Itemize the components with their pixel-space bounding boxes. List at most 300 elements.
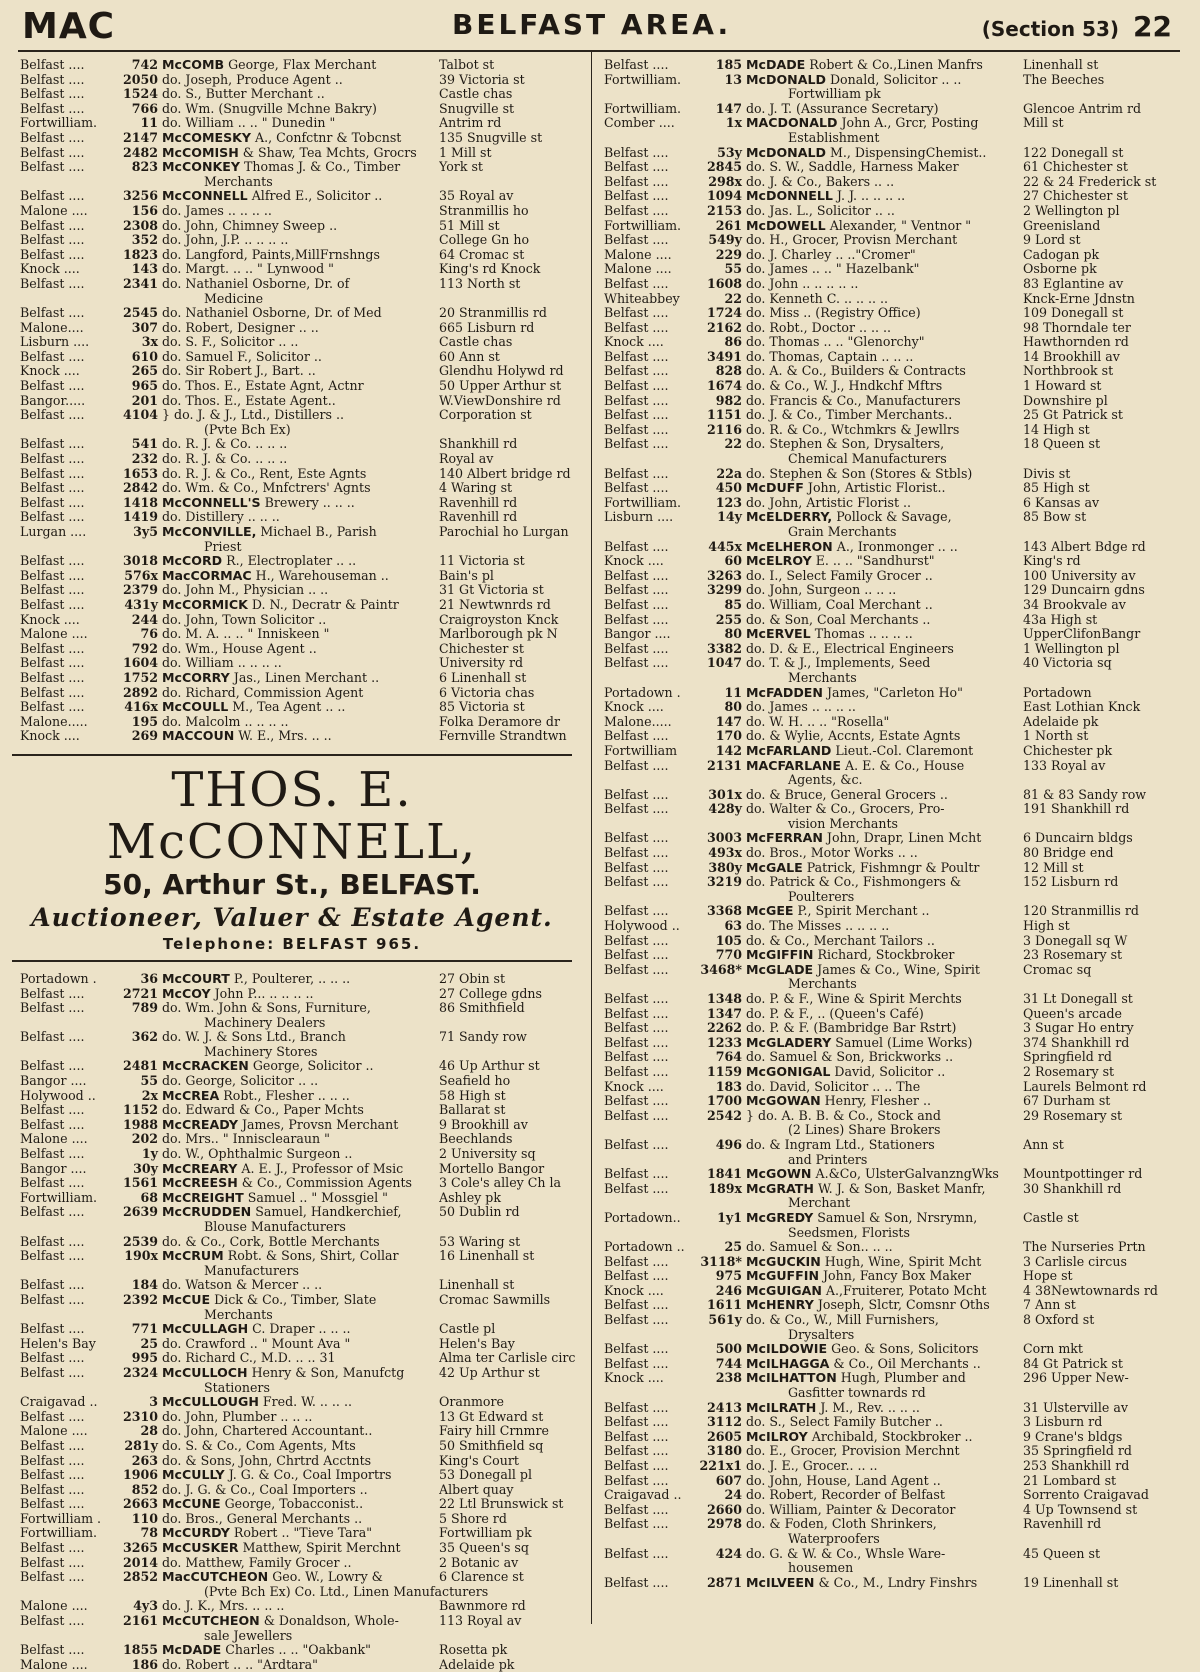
entry-name (746, 540, 1023, 555)
listing-entry (20, 987, 592, 1002)
entry-number: 1094 (706, 188, 742, 204)
listing-entry (604, 1371, 1176, 1386)
entry-address: 85 Bow st (1023, 510, 1087, 525)
entry-name (162, 1176, 439, 1191)
entry-address: 6 Clarence st (439, 1570, 524, 1585)
entry-name (162, 729, 439, 744)
entry-place: Bangor..... (20, 393, 86, 408)
entry-detail: do. John, House, Land Agent .. (746, 1473, 941, 1488)
listing-entry (20, 1658, 592, 1672)
listing-entry (20, 627, 592, 642)
entry-continuation: and Printers (788, 1151, 868, 1167)
entry-number: 11 (724, 684, 742, 700)
entry-name (746, 1488, 1023, 1503)
entry-address: 14 High st (1023, 422, 1090, 437)
entry-detail: do. Watson & Mercer .. .. (162, 1278, 323, 1293)
entry-address: 45 Queen st (1023, 1546, 1101, 1561)
entry-place: Belfast .... (604, 1313, 669, 1328)
entry-detail: M., Tea Agent .. .. (228, 700, 346, 715)
entry-detail: Thomas .. .. .. .. (810, 627, 913, 642)
entry-place: Malone .... (20, 203, 88, 218)
entry-detail: do. R. J. & Co., Rent, Este Agnts (162, 466, 367, 481)
listing-entry (604, 540, 1176, 555)
entry-number: 1348 (706, 991, 742, 1006)
entry-name (162, 1249, 439, 1264)
entry-detail: do. James .. .. .. .. (162, 203, 272, 218)
listing-entry (604, 1474, 1176, 1489)
entry-place: Belfast .... (604, 787, 669, 802)
entry-address: Linenhall st (1023, 58, 1099, 72)
entry-address: 71 Sandy row (439, 1030, 527, 1045)
entry-number: 2539 (122, 1233, 158, 1249)
entry-address: 152 Lisburn rd (1023, 875, 1119, 890)
entry-number: 183 (715, 1078, 742, 1094)
entry-detail: do. William, Coal Merchant .. (746, 597, 933, 612)
entry-place: Belfast .... (20, 72, 85, 87)
entry-address: Albert quay (439, 1482, 514, 1497)
entry-place: Comber .... (604, 116, 675, 131)
entry-number: 53y (717, 144, 742, 160)
entry-detail: do. Robt., Doctor .. .. .. (746, 320, 892, 335)
entry-place: Belfast .... (20, 233, 85, 248)
listing-entry (604, 175, 1176, 190)
entry-name (162, 394, 439, 409)
entry-name (746, 437, 1023, 452)
entry-address: 2 Botanic av (439, 1555, 519, 1570)
entry-name (746, 1080, 1023, 1095)
entry-address: 43a High st (1023, 612, 1098, 627)
entry-name (162, 1030, 439, 1045)
entry-number: 1653 (122, 465, 158, 481)
entry-continuation: Waterproofers (788, 1530, 880, 1546)
entry-number: 789 (131, 1000, 158, 1016)
entry-name (162, 1556, 439, 1571)
listing-entry (20, 1643, 592, 1658)
entry-detail: Robert & Co.,Linen Manfrs (805, 58, 983, 72)
listing-entry (20, 729, 592, 744)
listing-entry (20, 1235, 592, 1250)
listing-entry (604, 642, 1176, 657)
entry-name (162, 496, 439, 511)
entry-place: Belfast .... (20, 306, 85, 321)
entry-continuation: Machinery Stores (204, 1043, 318, 1059)
entry-name (162, 972, 439, 987)
entry-number: 2660 (706, 1501, 742, 1517)
entry-address: Mountpottinger rd (1023, 1167, 1143, 1182)
listing-entry (20, 102, 592, 117)
entry-surname: McDADE (746, 58, 806, 72)
entry-detail: do. John, Chimney Sweep .. (162, 218, 338, 233)
entry-place: Belfast .... (604, 1021, 669, 1036)
entry-name (746, 1255, 1023, 1270)
entry-detail: do. P. & F. (Bambridge Bar Rstrt) (746, 1021, 957, 1036)
entry-address: 8 Oxford st (1023, 1313, 1095, 1328)
entry-number: 2014 (122, 1554, 158, 1570)
listing-entry (20, 1103, 592, 1118)
entry-address: 296 Upper New- (1023, 1371, 1129, 1386)
entry-name (746, 73, 1023, 88)
entry-place: Malone .... (20, 627, 88, 642)
entry-surname: McELDERRY, (746, 510, 833, 525)
entry-place: Belfast .... (604, 933, 669, 948)
entry-number: 201 (131, 392, 158, 408)
listing-entry (20, 481, 592, 496)
entry-number: 143 (131, 261, 158, 277)
entry-number: 2153 (706, 202, 742, 218)
entry-place: Belfast .... (604, 1459, 669, 1473)
entry-name (746, 1094, 1023, 1109)
entry-number: 1855 (122, 1642, 158, 1658)
entry-number: 1151 (706, 407, 742, 423)
entry-detail: George, Flax Merchant (224, 58, 377, 72)
entry-detail: Charles .. .. "Oakbank" (221, 1643, 371, 1658)
entry-address: Marlborough pk N (439, 627, 558, 642)
entry-surname: McCOULL (162, 700, 229, 715)
listing-entry (604, 656, 1176, 671)
entry-detail: D. N., Decratr & Paintr (247, 597, 399, 612)
entry-detail: R., Electroplater .. .. (222, 554, 357, 569)
entry-detail: do. Edward & Co., Paper Mchts (162, 1103, 364, 1118)
entry-name (162, 321, 439, 336)
entry-place: Belfast .... (20, 1176, 85, 1191)
entry-detail: do. H., Grocer, Provisn Merchant (746, 233, 958, 248)
entry-surname: McGREDY (746, 1210, 814, 1225)
entry-detail: J. M., Rev. .. .. .. (816, 1400, 920, 1415)
listing-entry (604, 219, 1176, 234)
entry-address: 18 Queen st (1023, 437, 1101, 452)
entry-place: Belfast .... (20, 1482, 85, 1497)
listing-entry (604, 831, 1176, 846)
entry-address: Rosetta pk (439, 1643, 508, 1658)
entry-place: Belfast .... (604, 1006, 669, 1021)
entry-name (162, 335, 439, 350)
entry-address: 100 University av (1023, 568, 1136, 583)
entry-place: Belfast .... (604, 612, 669, 627)
entry-detail: Alfred E., Solicitor .. (247, 189, 383, 204)
entry-place: Belfast .... (604, 1269, 669, 1284)
entry-number: 142 (715, 742, 742, 758)
listing-entry (20, 642, 592, 657)
entry-address: Springfield rd (1023, 1050, 1112, 1065)
listing-entry (20, 1162, 592, 1177)
listing-entry (20, 1468, 592, 1483)
entry-name (746, 467, 1023, 482)
entry-address: 67 Durham st (1023, 1094, 1111, 1109)
entry-place: Belfast .... (20, 160, 85, 175)
entry-name (162, 248, 439, 263)
listing-entry (20, 1147, 592, 1162)
entry-place: Belfast .... (20, 247, 85, 262)
entry-address: Hawthornden rd (1023, 335, 1129, 350)
entry-number: 771 (131, 1321, 158, 1337)
entry-number: 24 (724, 1487, 742, 1503)
entry-address: 35 Queen's sq (439, 1541, 529, 1556)
listing-entry (604, 700, 1176, 715)
entry-address: 25 Gt Patrick st (1023, 408, 1123, 423)
entry-address: Corn mkt (1023, 1342, 1083, 1357)
entry-surname: MACFARLANE (746, 758, 842, 773)
entry-detail: do. George, Solicitor .. .. (162, 1074, 319, 1089)
entry-name (162, 1570, 439, 1585)
entry-surname: McCREADY (162, 1117, 238, 1132)
header-rule (18, 50, 1180, 52)
entry-place: Belfast .... (604, 437, 669, 452)
listing-entry (20, 1395, 592, 1410)
listing-entry (604, 1547, 1176, 1562)
entry-address: 3 Lisburn rd (1023, 1415, 1103, 1430)
entry-address: Parochial ho Lurgan (439, 525, 569, 539)
entry-number: 78 (140, 1525, 158, 1541)
entry-place: Belfast .... (20, 1292, 85, 1307)
entry-surname: McDUFF (746, 481, 804, 496)
listing-entry (20, 1118, 592, 1133)
header-title: BELFAST AREA. (452, 8, 732, 41)
entry-continuation: Grain Merchants (788, 524, 897, 539)
entry-detail: do. J. G. & Co., Coal Importers .. (162, 1482, 368, 1497)
entry-detail: Samuel (Lime Works) (831, 1035, 973, 1050)
listing-entry (20, 569, 592, 584)
listing-entry (20, 189, 592, 204)
entry-address: 9 Crane's bldgs (1023, 1429, 1123, 1444)
entry-name (746, 1430, 1023, 1445)
listing-entry (20, 379, 592, 394)
entry-address: 5 Shore rd (439, 1511, 507, 1526)
entry-place: Knock .... (20, 729, 80, 744)
entry-address: 143 Albert Bdge rd (1023, 539, 1146, 554)
section-label: (Section 53) (981, 17, 1120, 41)
entry-address: Hope st (1023, 1269, 1073, 1284)
entry-address: 4 Up Townsend st (1023, 1502, 1138, 1517)
entry-detail: David, Solicitor .. (830, 1064, 946, 1079)
entry-name (162, 656, 439, 671)
entry-place: Belfast .... (604, 802, 669, 817)
left-column (20, 58, 592, 1672)
entry-address: The Beeches (1023, 72, 1105, 87)
entry-address: Stranmillis ho (439, 203, 529, 218)
entry-address: Laurels Belmont rd (1023, 1079, 1147, 1094)
entry-number: 1752 (122, 669, 158, 685)
entry-place: Belfast .... (604, 1356, 669, 1371)
entry-name (162, 379, 439, 394)
entry-detail: do. Sir Robert J., Bart. .. (162, 364, 316, 379)
entry-number: 60 (724, 553, 742, 569)
entry-number: 281y (124, 1437, 158, 1453)
entry-detail: do. Wm. & Co., Mnfctrers' Agnts (162, 481, 371, 496)
entry-address: 98 Thorndale ter (1023, 320, 1131, 335)
entry-number: 2162 (706, 319, 742, 335)
entry-detail: do. John, Surgeon .. .. .. (746, 583, 897, 598)
entry-name (162, 58, 439, 73)
entry-name (162, 671, 439, 686)
entry-detail: do. Samuel F., Solicitor .. (162, 349, 322, 364)
entry-place: Fortwilliam. (604, 495, 682, 510)
entry-detail: do. Wm., House Agent .. (162, 641, 317, 656)
entry-address: 39 Victoria st (439, 72, 525, 87)
header-left: MAC (22, 6, 116, 47)
entry-detail: do. S. & Co., Com Agents, Mts (162, 1438, 356, 1453)
entry-number: 2481 (122, 1058, 158, 1074)
entry-name (162, 715, 439, 730)
entry-number: 2639 (122, 1204, 158, 1220)
entry-place: Belfast .... (20, 408, 85, 423)
entry-place: Belfast .... (604, 189, 669, 204)
listing-entry (604, 569, 1176, 584)
entry-place: Belfast .... (604, 203, 669, 218)
entry-detail: do. Wm. John & Sons, Furniture, (162, 1001, 371, 1016)
entry-place: Belfast .... (20, 1103, 85, 1118)
entry-place: Belfast .... (604, 1546, 669, 1561)
entry-detail: do. Richard C., M.D. .. .. 31 (162, 1351, 336, 1366)
entry-name (162, 189, 439, 204)
entry-detail: Samuel, Handkerchief, (251, 1205, 402, 1220)
entry-address: 16 Linenhall st (439, 1249, 535, 1264)
entry-detail: & Donaldson, Whole- (259, 1614, 399, 1629)
entry-place: Belfast .... (20, 510, 85, 525)
listing-entry (604, 1517, 1176, 1532)
entry-name (162, 437, 439, 452)
listing-entry (604, 1036, 1176, 1051)
entry-address: 53 Waring st (439, 1234, 521, 1249)
entry-number: 2341 (122, 275, 158, 291)
entry-place: Belfast .... (20, 466, 85, 481)
entry-detail: do. & Co., Cork, Bottle Merchants (162, 1234, 380, 1249)
entry-name (746, 613, 1023, 628)
entry-number: 1611 (706, 1297, 742, 1313)
entry-number: 2310 (122, 1408, 158, 1424)
entry-place: Knock .... (604, 554, 664, 569)
entry-address: 85 High st (1023, 481, 1090, 496)
entry-detail: Robt., Flesher .. .. .. (219, 1088, 350, 1103)
entry-place: Belfast .... (604, 1050, 669, 1065)
entry-number: 362 (131, 1029, 158, 1045)
entry-detail: do. Robert, Designer .. .. (162, 320, 319, 335)
listing-entry (604, 1255, 1176, 1270)
entry-address: York st (439, 160, 483, 175)
entry-address: 31 Gt Victoria st (439, 583, 544, 598)
entry-address: Talbot st (439, 58, 495, 72)
entry-detail: J. J. .. .. .. .. (832, 189, 906, 204)
entry-number: 2147 (122, 129, 158, 145)
entry-address: 12 Mill st (1023, 860, 1084, 875)
entry-address: Beechlands (439, 1132, 513, 1147)
entry-place: Belfast .... (20, 1365, 85, 1380)
entry-place: Belfast .... (604, 364, 669, 379)
entry-name (746, 262, 1023, 277)
listing-entry (604, 992, 1176, 1007)
advert-telephone: Telephone: BELFAST 965. (162, 934, 422, 953)
entry-number: 766 (131, 100, 158, 116)
entry-name (162, 408, 439, 423)
entry-detail: do. Kenneth C. .. .. .. .. (746, 291, 889, 306)
entry-detail: George, Solicitor .. (248, 1059, 374, 1074)
entry-detail: P., Spirit Merchant .. (793, 904, 930, 919)
entry-surname: McGUCKIN (746, 1254, 821, 1269)
entry-address: Castle st (1023, 1210, 1079, 1225)
entry-name (162, 583, 439, 598)
entry-place: Belfast .... (20, 276, 85, 291)
entry-detail: M., DispensingChemist.. (825, 145, 987, 160)
entry-name (162, 1541, 439, 1556)
entry-continuation: Machinery Dealers (204, 1014, 326, 1030)
entry-place: Belfast .... (604, 1473, 669, 1488)
entry-detail: do. John M., Physician .. .. (162, 583, 329, 598)
entry-address: Downshire pl (1023, 393, 1108, 408)
entry-name (162, 1293, 439, 1308)
entry-number: 190x (124, 1248, 158, 1264)
entry-number: 3299 (706, 582, 742, 598)
entry-number: 2131 (706, 757, 742, 773)
entry-detail: do. M. A. .. .. " Inniskeen " (162, 627, 330, 642)
entry-detail: do. David, Solicitor .. .. The (746, 1079, 921, 1094)
listing-entry (604, 963, 1176, 978)
entry-surname: McDADE (162, 1643, 222, 1658)
entry-surname: McILROY (746, 1429, 808, 1444)
entry-number: 238 (715, 1370, 742, 1386)
listing-entry (604, 481, 1176, 496)
entry-detail: do. W. H. .. .. "Rosella" (746, 714, 890, 729)
entry-address: 86 Smithfield (439, 1001, 525, 1016)
entry-detail: Robt. & Sons, Shirt, Collar (223, 1249, 399, 1264)
entry-name (746, 1050, 1023, 1065)
entry-place: Belfast .... (604, 948, 669, 963)
listing-entry (20, 1526, 592, 1541)
entry-address: Portadown (1023, 685, 1092, 700)
entry-place: Belfast .... (20, 1322, 85, 1337)
entry-continuation: Seedsmen, Florists (788, 1224, 910, 1240)
entry-continuation: Gasfitter townards rd (788, 1385, 926, 1401)
entry-address: Ann st (1023, 1137, 1064, 1152)
entry-place: Belfast .... (20, 554, 85, 569)
entry-place: Belfast .... (604, 408, 669, 423)
entry-number: 185 (715, 57, 742, 72)
entry-detail: do. J. & Co., Timber Merchants.. (746, 408, 953, 423)
entry-place: Belfast .... (604, 568, 669, 583)
page-number: 22 (1133, 10, 1172, 43)
entry-name (746, 642, 1023, 657)
entry-address: 3 Sugar Ho entry (1023, 1021, 1134, 1036)
advert-name: THOS. E. McCONNELL, (106, 761, 478, 870)
entry-name (162, 204, 439, 219)
entry-number: 1604 (122, 655, 158, 671)
entry-detail: do. Joseph, Produce Agent .. (162, 72, 343, 87)
listing-entry (604, 146, 1176, 161)
entry-name (746, 715, 1023, 730)
listing-entry (20, 583, 592, 598)
entry-detail: do. John, Chartered Accountant.. (162, 1424, 373, 1439)
listing-entry (20, 306, 592, 321)
entry-place: Fortwilliam. (20, 1190, 98, 1205)
entry-detail: A., Confctnr & Tobcnst (251, 130, 402, 145)
listing-entry (20, 1337, 592, 1352)
entry-number: 3003 (706, 830, 742, 846)
entry-detail: H., Warehouseman .. (251, 568, 389, 583)
entry-surname: McDONNELL (746, 189, 833, 204)
entry-name (746, 948, 1023, 963)
listing-entry (604, 1298, 1176, 1313)
entry-surname: MACCOUN (162, 729, 235, 744)
entry-place: Belfast .... (20, 583, 85, 598)
entry-detail: do. Margt. .. .. " Lynwood " (162, 262, 334, 277)
entry-name (746, 1240, 1023, 1255)
entry-number: 610 (131, 348, 158, 364)
listing-entry (20, 700, 592, 715)
entry-name (162, 1395, 439, 1410)
entry-number: 995 (131, 1350, 158, 1366)
entry-name (746, 350, 1023, 365)
entry-detail: Geo. & Sons, Solicitors (827, 1342, 979, 1357)
entry-address: 80 Bridge end (1023, 846, 1114, 861)
entry-detail: A.,Fruiterer, Potato Mcht (821, 1283, 987, 1298)
